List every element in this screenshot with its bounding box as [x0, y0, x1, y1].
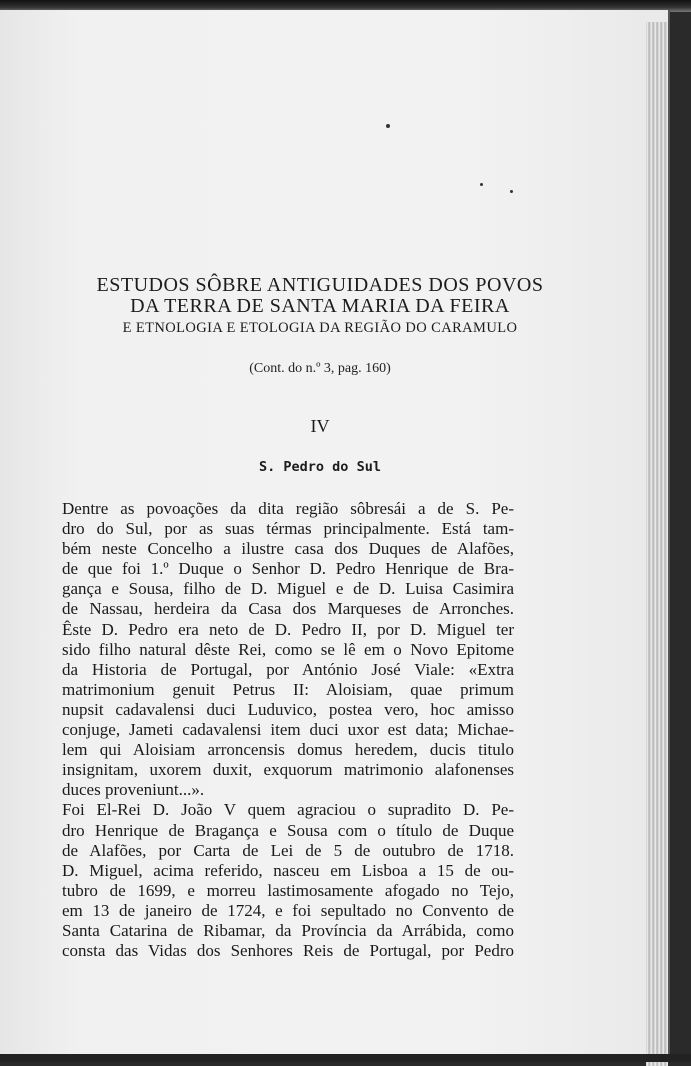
- continuation-note: (Cont. do n.º 3, pag. 160): [249, 361, 391, 376]
- section-number: IV: [310, 416, 330, 436]
- text-line: gança e Sousa, filho de D. Miguel e de D. Luisa Casimira: [62, 579, 514, 599]
- scan-speck: [480, 183, 483, 186]
- page-stack-edge: [646, 22, 668, 1066]
- text-line: duces proveniunt...».: [62, 780, 205, 800]
- text-line: de Nassau, herdeira da Casa dos Marqueses de Arronches.: [62, 599, 514, 619]
- scan-speck: [510, 190, 513, 193]
- article-title-line-1: ESTUDOS SÔBRE ANTIGUIDADES DOS POVOS: [96, 274, 544, 296]
- text-line: consta das Vidas dos Senhores Reis de Portugal, por Pedro: [62, 941, 514, 961]
- text-line: de Alafões, por Carta de Lei de 5 de outubro de 1718.: [62, 840, 514, 860]
- text-line: conjuge, Jameti cadavalensi item duci uxor est data; Michae-: [62, 720, 514, 740]
- section-title: S. Pedro do Sul: [259, 459, 381, 475]
- text-line: dro Henrique de Bragança e Sousa com o título de Duque: [62, 820, 514, 840]
- text-line: D. Miguel, acima referido, nasceu em Lisboa a 15 de ou-: [62, 860, 514, 880]
- text-line: em 13 de janeiro de 1724, e foi sepultado no Convento de: [62, 900, 514, 920]
- text-line: dro do Sul, por as suas térmas principalmente. Está tam-: [62, 519, 514, 539]
- scan-speck: [386, 124, 390, 128]
- text-line: matrimonium genuit Petrus II: Aloisiam, quae primum: [62, 679, 514, 699]
- text-line: da Historia de Portugal, por António José Viale: «Extra: [62, 659, 514, 679]
- body-text: [62, 499, 514, 961]
- text-line: de que foi 1.º Duque o Senhor D. Pedro Henrique de Bra-: [62, 559, 514, 579]
- text-line: Êste D. Pedro era neto de D. Pedro II, por D. Miguel ter: [62, 619, 514, 639]
- text-line: tubro de 1699, e morreu lastimosamente afogado no Tejo,: [62, 880, 514, 900]
- text-line: sido filho natural dêste Rei, como se lê em o Novo Epitome: [62, 639, 514, 659]
- article-subtitle: E ETNOLOGIA E ETOLOGIA DA REGIÃO DO CARAMULO: [122, 320, 518, 336]
- text-line: bém neste Concelho a ilustre casa dos Duques de Alafões,: [62, 539, 514, 559]
- scan-bottom-border: [0, 1054, 691, 1062]
- text-line: Foi El-Rei D. João V quem agraciou o supradito D. Pe-: [62, 800, 514, 820]
- text-line: lem qui Aloisiam arroncensis domus heredem, ducis titulo: [62, 740, 514, 760]
- text-line: Santa Catarina de Ribamar, da Província da Arrábida, como: [62, 920, 514, 940]
- article-title-line-2: DA TERRA DE SANTA MARIA DA FEIRA: [130, 295, 510, 317]
- text-line: Dentre as povoações da dita região sôbresái a de S. Pe-: [62, 499, 514, 518]
- text-line: insignitam, uxorem duxit, exquorum matrimonio alafonenses: [62, 760, 514, 780]
- text-line: nupsit cadavalensi duci Luduvico, postea vero, hoc amisso: [62, 699, 514, 719]
